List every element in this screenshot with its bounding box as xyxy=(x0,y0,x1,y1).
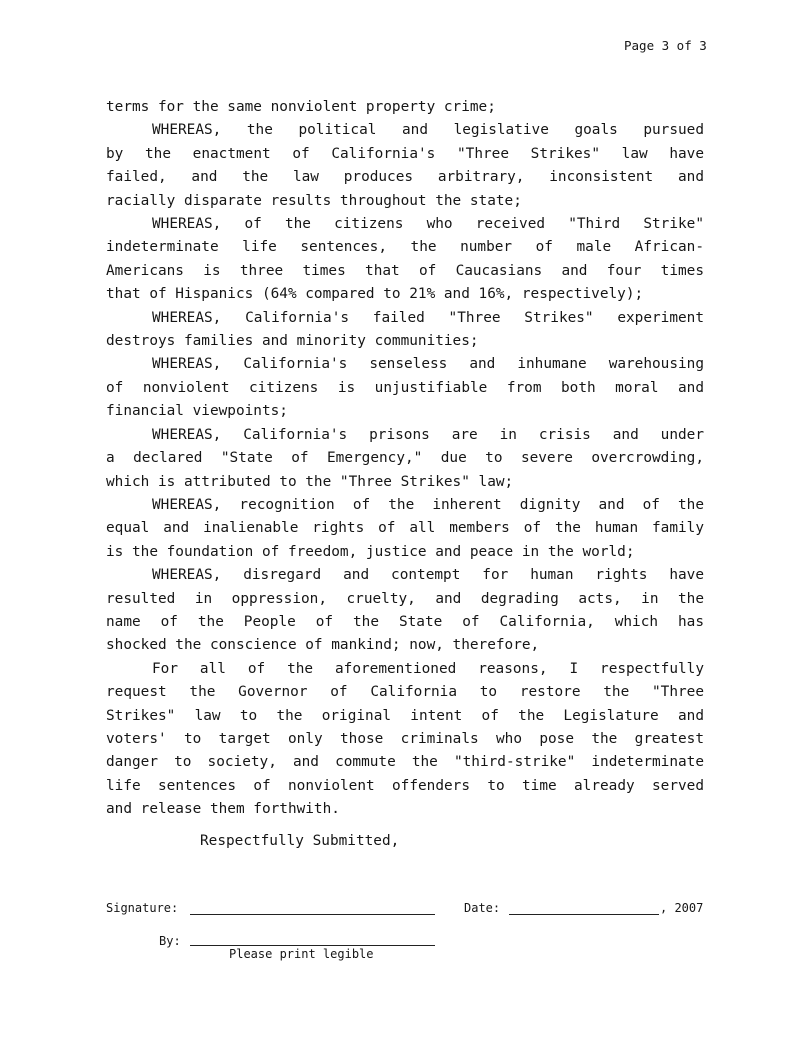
printed-name-line xyxy=(190,945,435,946)
body-line: name of the People of the State of California, which has xyxy=(106,613,704,630)
body-line: is the foundation of freedom, justice and peace in the world; xyxy=(106,543,635,560)
signature-line xyxy=(190,914,435,915)
body-line: WHEREAS, the political and legislative goals pursued xyxy=(152,122,704,139)
body-line: Strikes" law to the original intent of the Legislature and xyxy=(106,707,704,724)
body-line: terms for the same nonviolent property crime; xyxy=(106,99,496,115)
body-line: WHEREAS, recognition of the inherent dignity and of the xyxy=(152,496,704,513)
body-line: danger to society, and commute the "third-strike" indeterminate xyxy=(106,754,704,771)
body-line: racially disparate results throughout the state; xyxy=(106,192,522,209)
body-line: life sentences of nonviolent offenders to time already served xyxy=(106,777,704,794)
body-line: equal and inalienable rights of all members of the human family xyxy=(106,520,704,537)
body-line: that of Hispanics (64% compared to 21% and 16%, respectively); xyxy=(106,286,644,303)
body-line: financial viewpoints; xyxy=(106,403,288,420)
body-line: request the Governor of California to restore the "Three xyxy=(106,684,704,701)
body-line: indeterminate life sentences, the number of male African- xyxy=(106,239,704,256)
body-line: which is attributed to the "Three Strikes" law; xyxy=(106,473,514,490)
body-line: voters' to target only those criminals who pose the greatest xyxy=(106,730,704,747)
body-line: WHEREAS, California's failed "Three Strikes" experiment xyxy=(152,309,704,326)
closing-text: Respectfully Submitted, xyxy=(200,833,400,849)
body-line: shocked the conscience of mankind; now, therefore, xyxy=(106,637,540,654)
body-line: WHEREAS, California's senseless and inhumane warehousing xyxy=(152,356,704,373)
body-line: and release them forthwith. xyxy=(106,801,340,818)
body-line: Americans is three times that of Caucasians and four times xyxy=(106,262,704,279)
print-instruction: Please print legible xyxy=(229,947,374,961)
signature-label: Signature: xyxy=(106,901,179,915)
body-line: For all of the aforementioned reasons, I respectfully xyxy=(152,660,704,677)
page-number: Page 3 of 3 xyxy=(624,38,707,53)
body-line: of nonviolent citizens is unjustifiable from both moral and xyxy=(106,379,704,396)
year-text: , 2007 xyxy=(660,901,704,915)
body-line: WHEREAS, of the citizens who received "Third Strike" xyxy=(152,216,704,233)
date-line xyxy=(509,914,659,915)
body-text xyxy=(106,96,704,822)
body-line: by the enactment of California's "Three Strikes" law have xyxy=(106,145,704,162)
body-line: failed, and the law produces arbitrary, inconsistent and xyxy=(106,169,704,186)
body-line: destroys families and minority communities; xyxy=(106,333,479,350)
body-line: WHEREAS, California's prisons are in crisis and under xyxy=(152,426,704,443)
body-line: resulted in oppression, cruelty, and degrading acts, in the xyxy=(106,590,704,607)
by-label: By: xyxy=(159,934,181,948)
body-line: WHEREAS, disregard and contempt for human rights have xyxy=(152,567,704,584)
body-line: a declared "State of Emergency," due to severe overcrowding, xyxy=(106,450,704,467)
date-label: Date: xyxy=(464,901,501,915)
